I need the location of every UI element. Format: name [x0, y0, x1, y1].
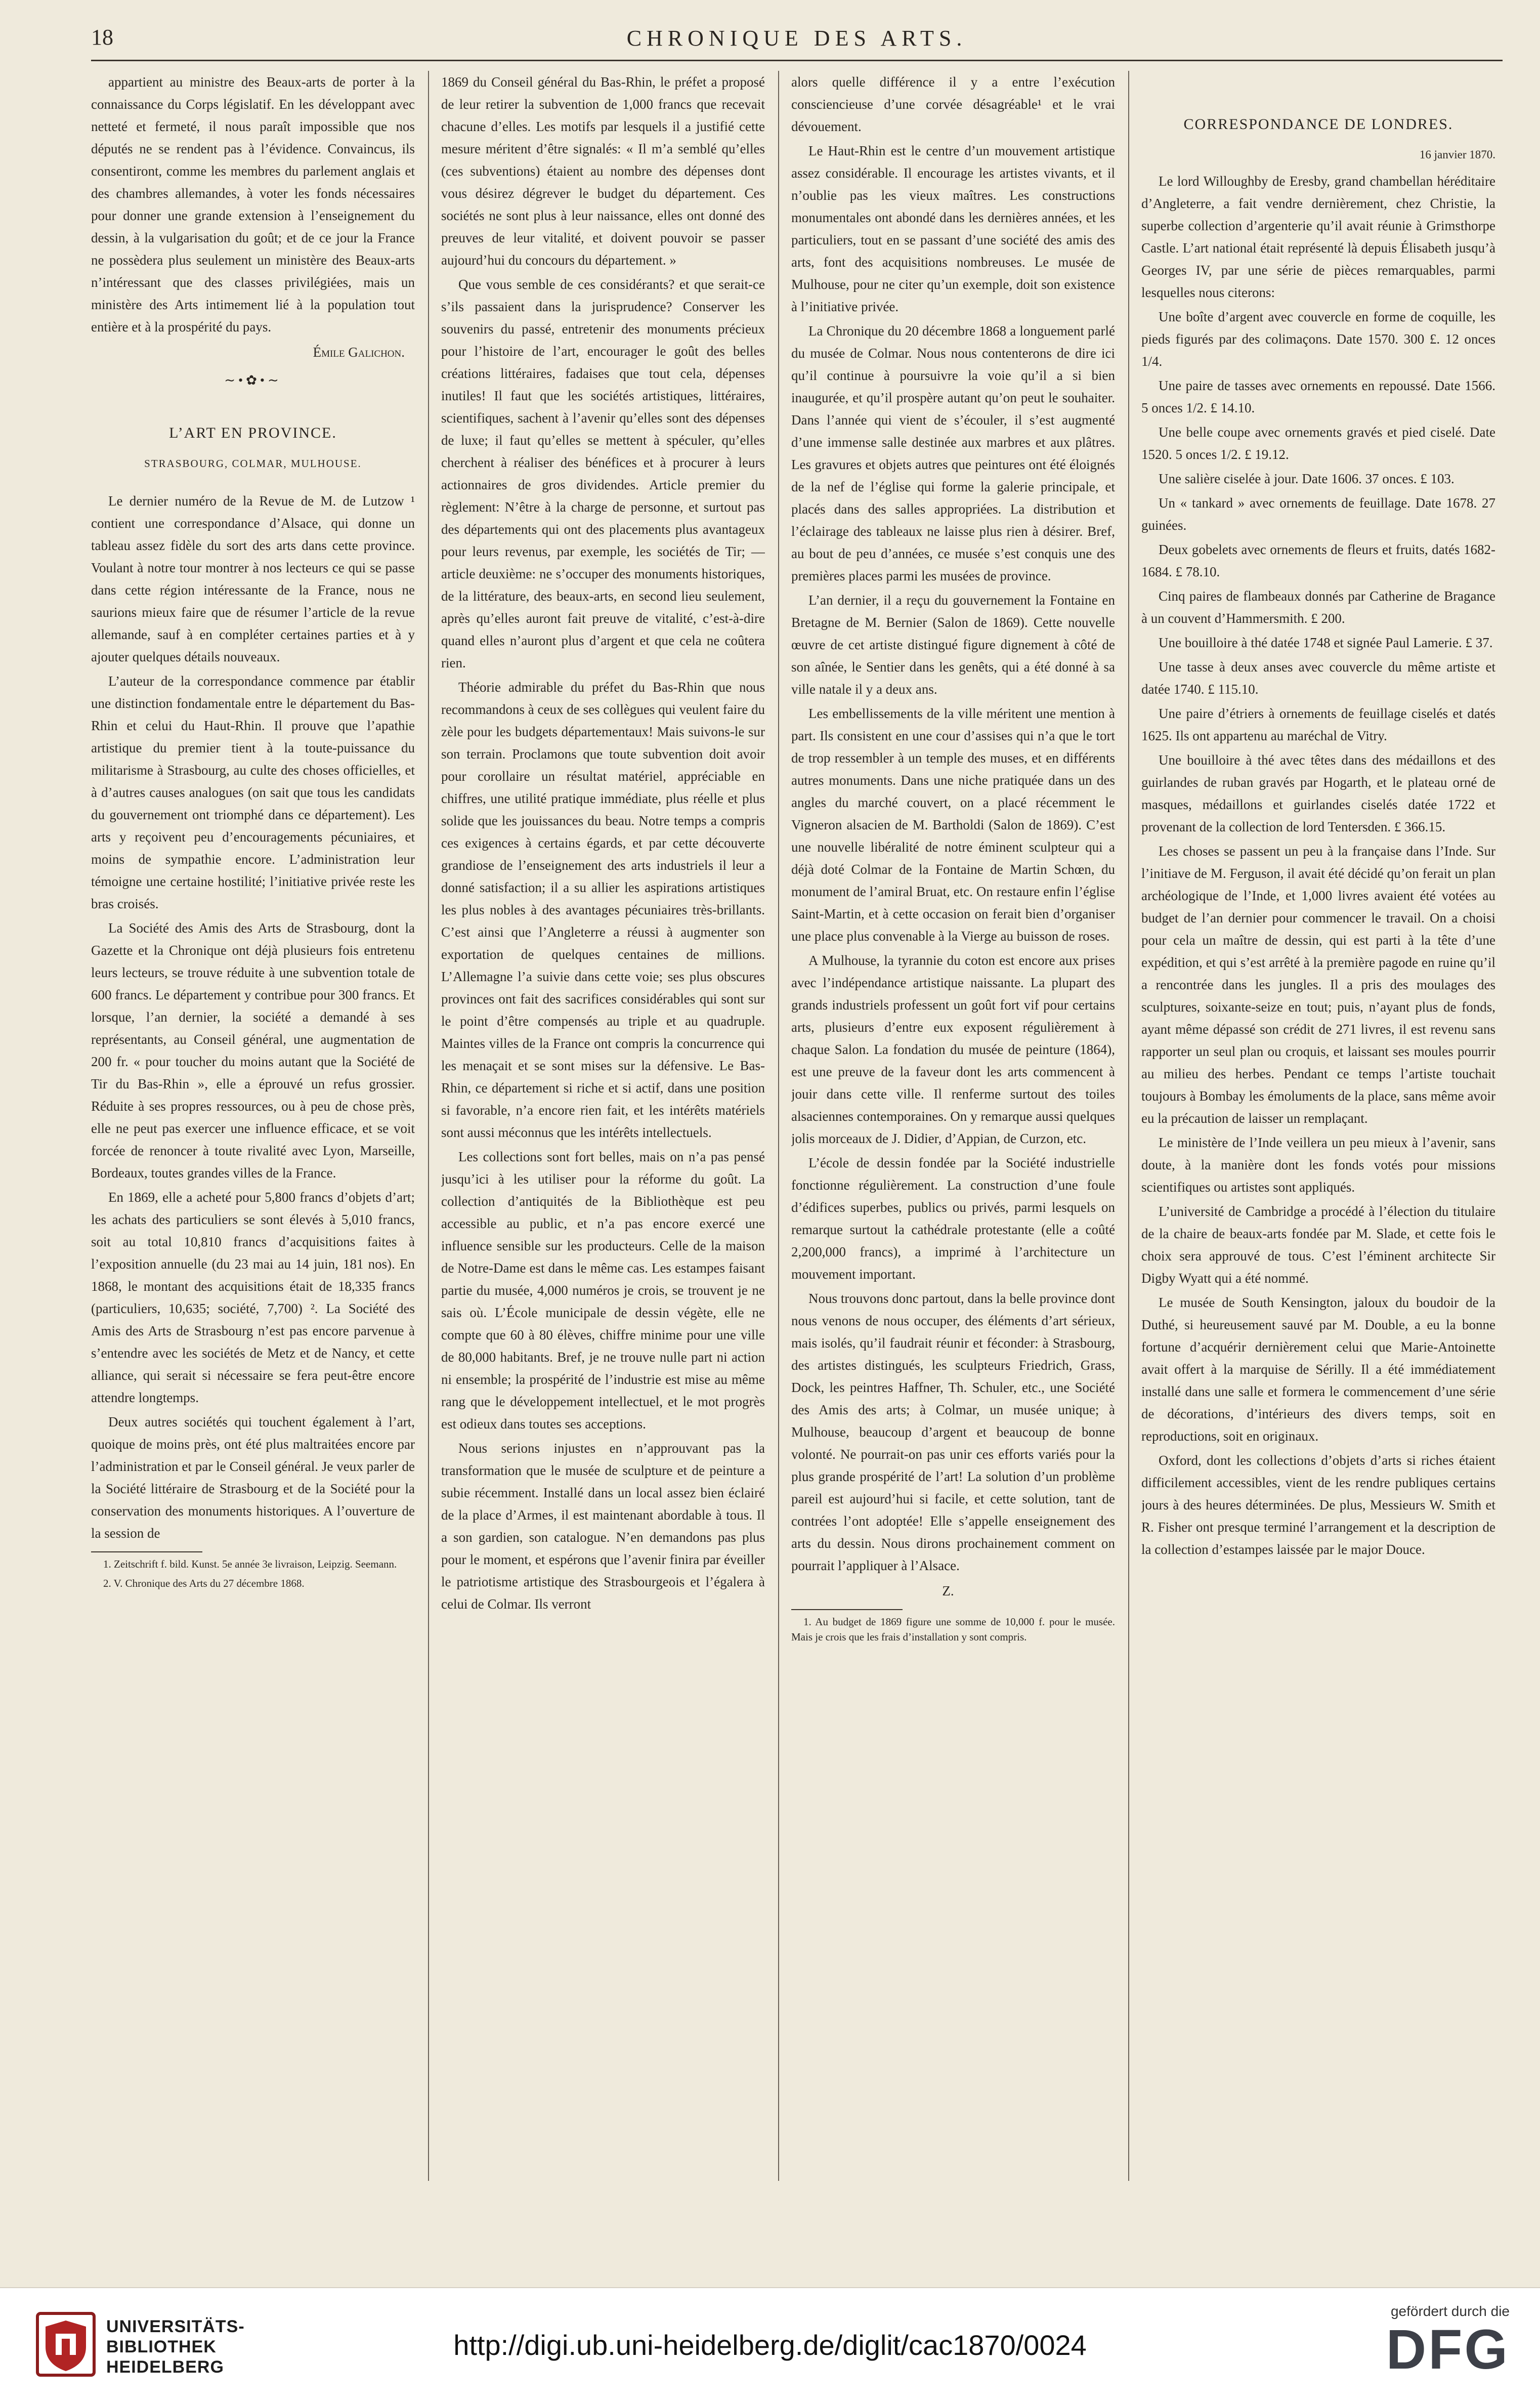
library-name-line: HEIDELBERG	[106, 2357, 224, 2377]
footnote: 2. V. Chronique des Arts du 27 décembre 1868.	[103, 1577, 305, 1589]
paragraph: Nous trouvons donc partout, dans la belle province dont nous venons de nous occuper, des éléments d’art sérieux, mais isolés, qu’il faudrait réunir et féconder: à Strasbourg, des artistes distingués, les sculpteurs Friedrich, Grass, Dock, les peintres Haffner, Th. Schuler, etc., une Société des Amis des arts; à Colmar, un musée unique; à Mulhouse, beaucoup d’argent et beaucoup de bonne volonté. Ne pourrait-on pas unir ces efforts variés pour la plus grande prospérité de l’art! La solution d’un problème pareil est aujourd’hui si facile, et cette solution, tant de contrées l’ont adoptée! Elle s’appelle enseignement des arts du dessin. Nous dirons prochainement comment on pourrait l’appliquer à l’Alsace.	[791, 1291, 1115, 1573]
paragraph: Le lord Willoughby de Eresby, grand chambellan héréditaire d’Angleterre, a fait vendre dernièrement, chez Christie, la superbe collection d’argenterie qu’il avait réunie à Grimsthorpe Castle. L’art national était représenté là depuis Élisabeth jusqu’à Georges IV, par une série de pièces remarquables, parmi lesquelles nous citerons:	[1141, 174, 1495, 300]
section-subtitle: STRASBOURG, COLMAR, MULHOUSE.	[144, 457, 362, 470]
paragraph: Un « tankard » avec ornements de feuillage. Date 1678. 27 guinées.	[1141, 495, 1495, 533]
paragraph: Les collections sont fort belles, mais on n’a pas pensé jusqu’ici à les utiliser pour la réforme du goût. La collection d’antiquités de la Bibliothèque est peu accessible au public, et n’a pas encore exercé une influence sensible sur les producteurs. Celle de la maison de Notre-Dame est dans le même cas. Les estampes faisant partie du musée, 4,000 numéros je crois, se trouvent je ne sais où. L’École municipale de dessin végète, elle ne compte que 60 à 80 élèves, chiffre minime pour une ville de 80,000 habitants. Bref, je ne trouve nulle part ni action ni ensemble; la prospérité de l’industrie est mise au même rang que le développement intellectuel, et le mot progrès est odieux dans toutes ses acceptions.	[441, 1149, 765, 1431]
paragraph: Le Haut-Rhin est le centre d’un mouvement artistique assez considérable. Il encourage les artistes vivants, et il n’oublie pas les vieux maîtres. Les constructions monumentales ont abondé dans les dernières années, et les particuliers, tout en se passant d’une société des amis des arts, font des acquisitions nombreuses. Le musée de Mulhouse, pour ne citer qu’un exemple, doit son existence à l’initiative privée.	[791, 143, 1115, 314]
column-rule	[1128, 71, 1129, 2181]
paragraph: Les choses se passent un peu à la française dans l’Inde. Sur l’initiave de M. Ferguson, il avait été décidé qu’on ferait un plan archéologique de l’Inde, et 1,000 livres avaient été votées au budget de l’an dernier pour commencer le travail. On a choisi pour cela un maître de dessin, qui est parti à la tête d’une expédition, et qui s’est arrêté à la première pagode en ruine qu’il a rencontrée dans les jungles. Il a pris des moulages des sculptures, soixante-seize en tout; puis, n’ayant plus de fonds, ayant même dépassé son crédit de 271 livres, il est revenu sans rapporter un seul plan ou croquis, et laissant ses moules pourrir au milieu des herbes. Pendant ce temps l’artiste touchait toujours à Bombay les émoluments de la place, sans même avoir eu la précaution de laisser un remplaçant.	[1141, 844, 1495, 1126]
paragraph: Nous serions injustes en n’approuvant pas la transformation que le musée de sculpture et de peinture a subie récemment. Installé dans un local assez bien éclairé de la place d’Armes, il est maintenant abordable à tous. Il a son gardien, son catalogue. N’en demandons pas plus pour le moment, et espérons que l’avenir finira par éveiller le patriotisme artistique des Strasbourgeois et l’égalera à celui de Colmar. Ils verront	[441, 1441, 765, 1612]
paragraph: Le ministère de l’Inde veillera un peu mieux à l’avenir, sans doute, à la manière dont les fonds votés pour missions scientifiques ou artistes sont appliqués.	[1141, 1135, 1495, 1195]
paragraph: Une salière ciselée à jour. Date 1606. 37 onces. £ 103.	[1159, 471, 1455, 486]
section-title: CORRESPONDANCE DE LONDRES.	[1183, 116, 1453, 133]
paragraph: alors quelle différence il y a entre l’exécution consciencieuse d’une corvée désagréable¹ et le vrai dévouement.	[791, 74, 1115, 134]
library-name-line: BIBLIOTHEK	[106, 2337, 217, 2356]
ornament-divider: ∼•✿•∼	[224, 373, 282, 388]
column-4	[1141, 71, 1495, 2186]
paragraph: 1869 du Conseil général du Bas-Rhin, le préfet a proposé de leur retirer la subvention de 1,000 francs que recevait chacune d’elles. Les motifs par lesquels il a justifié cette mesure méritent d’être signalés: « Il m’a semblé qu’elles (ces subventions) étaient au nombre des dépenses dont vous désirez dégrever le budget du département. Ces sociétés ne sont plus à leur naissance, elles ont donné des preuves de leur vitalité, et doivent pouvoir se passer aujourd’hui du concours du département. »	[441, 74, 765, 268]
section-title: L’ART EN PROVINCE.	[169, 425, 337, 441]
paragraph: Une paire d’étriers à ornements de feuillage ciselés et datés 1625. Ils ont appartenu au maréchal de Vitry.	[1141, 706, 1495, 743]
page-header	[91, 20, 1503, 56]
permalink-url[interactable]: http://digi.ub.uni-heidelberg.de/diglit/cac1870/0024	[453, 2329, 1087, 2361]
page-number: 18	[91, 25, 113, 50]
paragraph: Une bouilloire à thé datée 1748 et signée Paul Lamerie. £ 37.	[1159, 635, 1493, 650]
paragraph: L’auteur de la correspondance commence par établir une distinction fondamentale entre le département du Bas-Rhin et celui du Haut-Rhin. Il prouve que l’apathie artistique du premier tient à la toute-puissance du militarisme à Strasbourg, au culte des choses officielles, et à d’autres causes analogues (on sait que tous les candidats du gouvernement ont triomphé dans ce département). Les arts y reçoivent peu d’encouragements pécuniaires, et moins de sympathie encore. L’administration leur témoigne une certaine hostilité; l’initiative privée reste les bras croisés.	[91, 673, 415, 911]
paragraph: Une boîte d’argent avec couvercle en forme de coquille, les pieds figurés par des colimaçons. Date 1570. 300 £. 12 onces 1/4.	[1141, 309, 1495, 369]
running-title: CHRONIQUE DES ARTS.	[626, 26, 967, 51]
column-1	[91, 71, 415, 2186]
dfg-logo-text: DFG	[1386, 2318, 1510, 2381]
paragraph: L’an dernier, il a reçu du gouvernement la Fontaine en Bretagne de M. Bernier (Salon de 1869). Cette nouvelle œuvre de cet artiste distingué figure dignement à côté de son aînée, le Sentier dans les genêts, qui a été donné à sa ville natale il y a deux ans.	[791, 593, 1115, 697]
paragraph: appartient au ministre des Beaux-arts de porter à la connaissance du Corps législatif. En les développant avec netteté et fermeté, il nous paraît impossible que nos députés ne se rendent pas à l’évidence. Convaincus, ils consentiront, comme les membres du parlement anglais et des chambres allemandes, à voter les fonds nécessaires pour donner une grande extension à l’enseignement du dessin, à la vulgarisation du goût; et de ce jour la France ne possèdera plus seulement un ministère des Beaux-arts n’intéressant que des classes privilégiées, mais un ministère des Arts intimement lié à la population tout entière et à la prospérité du pays.	[91, 74, 415, 334]
funder-caption: gefördert durch die	[1390, 2303, 1510, 2319]
library-name-line: UNIVERSITÄTS-	[106, 2317, 245, 2336]
paragraph: Oxford, dont les collections d’objets d’arts si riches étaient difficilement accessibles, vient de les rendre publiques certains jours à des heures déterminées. De plus, Messieurs W. Smith et R. Fisher ont presque terminé l’arrangement et la description de la collection d’estampes laissée par le major Douce.	[1141, 1453, 1495, 1557]
paragraph: La Société des Amis des Arts de Strasbourg, dont la Gazette et la Chronique ont déjà plusieurs fois entretenu leurs lecteurs, se trouve réduite à une subvention totale de 600 francs. Le département y contribue pour 300 francs. Et lorsque, l’an dernier, la société a demandé à ses représentants, au Conseil général, une augmentation de 200 fr. « pour toucher du moins autant que la Société de Tir du Bas-Rhin », elle a éprouvé un refus grossier. Réduite à ses propres ressources, ou à peu de chose près, elle ne peut pas exercer une influence efficace, et se voit forcée de renoncer à toute rivalité avec Lyon, Marseille, Bordeaux, toutes grandes villes de la France.	[91, 920, 415, 1181]
paragraph: Le dernier numéro de la Revue de M. de Lutzow ¹ contient une correspondance d’Alsace, qui donne un tableau assez fidèle du sort des arts dans cette province. Voulant à notre tour montrer à nos lecteurs ce qui se passe dans cette région intéressante de la France, nous ne saurions mieux faire que de résumer l’article de la revue allemande, sauf à en compléter certaines parties et à y ajouter quelques détails nouveaux.	[91, 493, 415, 664]
paragraph: Deux gobelets avec ornements de fleurs et fruits, datés 1682-1684. £ 78.10.	[1141, 542, 1495, 579]
paragraph: Deux autres sociétés qui touchent également à l’art, quoique de moins près, ont été plus maltraitées encore par l’administration et par le Conseil général. Je veux parler de la Société littéraire de Strasbourg et de la Société pour la conservation des monuments historiques. A l’ouverture de la session de	[91, 1414, 415, 1541]
paragraph: En 1869, elle a acheté pour 5,800 francs d’objets d’art; les achats des particuliers se sont élevés à 5,010 francs, soit au total 10,810 francs d’acquisitions faites à l’exposition annuelle (du 23 mai au 14 juin, 181 nos). En 1868, le montant des acquisitions était de 18,335 francs (particuliers, 10,635; société, 7,700) ². La Société des Amis des Arts de Strasbourg n’est pas encore parvenue à s’entendre avec les sociétés de Metz et de Nancy, et cette alliance, qui serait si nécessaire se fera peut-être encore attendre longtemps.	[91, 1190, 415, 1405]
viewer-footer	[0, 2287, 1540, 2403]
column-rule	[778, 71, 779, 2181]
footnote-rule	[91, 1551, 202, 1552]
dfg-funder-logo[interactable]	[1358, 2303, 1510, 2389]
paragraph: Une belle coupe avec ornements gravés et pied ciselé. Date 1520. 5 onces 1/2. £ 19.12.	[1141, 425, 1495, 462]
paragraph: L’université de Cambridge a procédé à l’élection du titulaire de la chaire de beaux-arts fondée par M. Slade, et cette fois le choix sera approuvé de tous. C’est l’éminent architecte Sir Digby Wyatt qui a été nommé.	[1141, 1204, 1495, 1286]
dateline: 16 janvier 1870.	[1419, 148, 1495, 161]
paragraph: Une bouilloire à thé avec têtes dans des médaillons et des guirlandes de ruban gravés par Hogarth, et le plateau orné de masques, médaillons et guirlandes ciselés datée 1722 et provenant de la collection de lord Tentersden. £ 366.15.	[1141, 752, 1495, 834]
paragraph: La Chronique du 20 décembre 1868 a longuement parlé du musée de Colmar. Nous nous contenterons de dire ici qu’il continue à poursuivre la voie qu’il a si bien inaugurée, et qu’il prospère autant qu’on peut le souhaiter. Dans l’année qui vient de s’écouler, il s’est augmenté d’une immense salle destinée aux marbres et aux plâtres. Les gravures et objets autres que peintures ont été éloignés de la nef de l’église qui forme la galerie principale, et placés dans des salles appropriées. La distribution et l’éclairage des tableaux ne laisse plus rien à désirer. Bref, au bout de peu d’années, ce musée s’est conquis une des premières places parmi les musées de province.	[791, 323, 1115, 583]
footnote-rule	[791, 1609, 903, 1610]
column-3	[791, 71, 1115, 2186]
paragraph: Une paire de tasses avec ornements en repoussé. Date 1566. 5 onces 1/2. £ 14.10.	[1141, 378, 1495, 415]
paragraph: Une tasse à deux anses avec couvercle du même artiste et datée 1740. £ 115.10.	[1141, 659, 1495, 697]
signature: Émile Galichon.	[313, 345, 405, 360]
column-2	[441, 71, 765, 2186]
paragraph: A Mulhouse, la tyrannie du coton est encore aux prises avec l’indépendance artistique naissante. La plupart des grands industriels professent un goût fort vif pour certains arts, plusieurs d’entre eux exposent régulièrement à chaque Salon. La fondation du musée de peinture (1864), est une preuve de la faveur dont les arts commencent à jouir dans cette ville. Il renferme surtout des toiles alsaciennes contemporaines. On y remarque aussi quelques jolis morceaux de J. Didier, d’Appian, de Curzon, etc.	[791, 953, 1115, 1146]
signature: Z.	[942, 1583, 954, 1598]
paragraph: Que vous semble de ces considérants? et que serait-ce s’ils passaient dans la jurisprudence? Conserver les souvenirs du passé, entretenir des monuments précieux pour l’histoire de l’art, encourager le goût des belles créations littéraires, fadaises que tout cela, dépenses inutiles! Il faut que les sociétés artistiques, littéraires, scientifiques, sachent à l’avenir qu’elles sont des dépenses de luxe; il faut qu’elles se mettent à spéculer, qu’elles cherchent à réaliser des bénéfices et à procurer à leurs actionnaires de gros dividendes. Article premier du règlement: N’être à la charge de personne, et surtout pas des départements qui ont des placements plus avantageux pour leurs revenus, par exemple, les sociétés de Tir; — article deuxième: ne s’occuper des monuments historiques, de la littérature, des beaux-arts, en second lieu seulement, après qu’elles auront fait preuve de vitalité, c’est-à-dire quand elles n’auront plus d’argent et que cela ne coûtera rien.	[441, 277, 765, 670]
paragraph: Les embellissements de la ville méritent une mention à part. Ils consistent en une cour d’assises qui n’a que le tort de trop ressembler à un temple des muses, et en différents autres monuments. Dans une niche pratiquée dans un des angles du marché couvert, on a placé récemment le Vigneron alsacien de M. Bartholdi (Salon de 1869). C’est une nouvelle libéralité de notre éminent sculpteur qui a déjà doté Colmar de la Fontaine de Martin Schœn, du monument de l’amiral Bruat, etc. On restaure enfin l’église Saint-Martin, et à cette occasion on ferait bien d’organiser une place plus convenable à la Vierge au buisson de roses.	[791, 706, 1115, 944]
column-rule	[428, 71, 429, 2181]
paragraph: L’école de dessin fondée par la Société industrielle fonctionne régulièrement. La construction d’une foule d’édifices superbes, publics ou privés, parmi lesquels on remarque surtout la cathédrale protestante (elle a coûté 2,200,000 francs), a imprimé à l’architecture un mouvement important.	[791, 1155, 1115, 1282]
paragraph: Cinq paires de flambeaux donnés par Catherine de Bragance à un couvent d’Hammersmith. £ 200.	[1141, 588, 1495, 626]
footnote: 1. Au budget de 1869 figure une somme de 10,000 f. pour le musée. Mais je crois que les frais d’installation y sont compris.	[791, 1616, 1115, 1643]
footnote: 1. Zeitschrift f. bild. Kunst. 5e année 3e livraison, Leipzig. Seemann.	[103, 1558, 397, 1570]
paragraph: Théorie admirable du préfet du Bas-Rhin que nous recommandons à ceux de ses collègues qui veulent faire du zèle pour les budgets départementaux! Mais suivons-le sur son terrain. Proclamons que toute subvention doit avoir pour corollaire un résultat matériel, appréciable en chiffres, une utilité pratique immédiate, plus réelle et plus solide que les jouissances du beau. Notre temps a compris ces exigences à certains égards, et par cette découverte grandiose de l’enseignement des arts industriels il leur a donné satisfaction; il a su allier les aspirations artistiques les plus nobles à des avantages pécuniaires très-brillants. C’est ainsi que l’Angleterre a réussi à augmenter son exportation de quelques centaines de millions. L’Allemagne l’a suivie dans cette voie; ses plus obscures provinces ont fait des sacrifices considérables qui sont sur le point d’être compensés au triple et au quadruple. Maintes villes de la France ont compris la concurrence qui les menaçait et se sont mises sur la défensive. Le Bas-Rhin, ce département si riche et si actif, dans une position si favorable, n’a encore rien fait, et les intérêts matériels sont aussi méconnus que les intérêts intellectuels.	[441, 680, 765, 1140]
paragraph: Le musée de South Kensington, jaloux du boudoir de la Duthé, si heureusement sauvé par M. Double, a eu la bonne fortune d’acquérir dernièrement celui que Marie-Antoinette avait offert à la marquise de Sérilly. Il a été immédiatement installé dans une salle et formera le commencement d’une série de décorations, d’intérieurs des divers temps, soit en reproductions, soit en originaux.	[1141, 1295, 1495, 1444]
header-rule	[91, 60, 1503, 61]
